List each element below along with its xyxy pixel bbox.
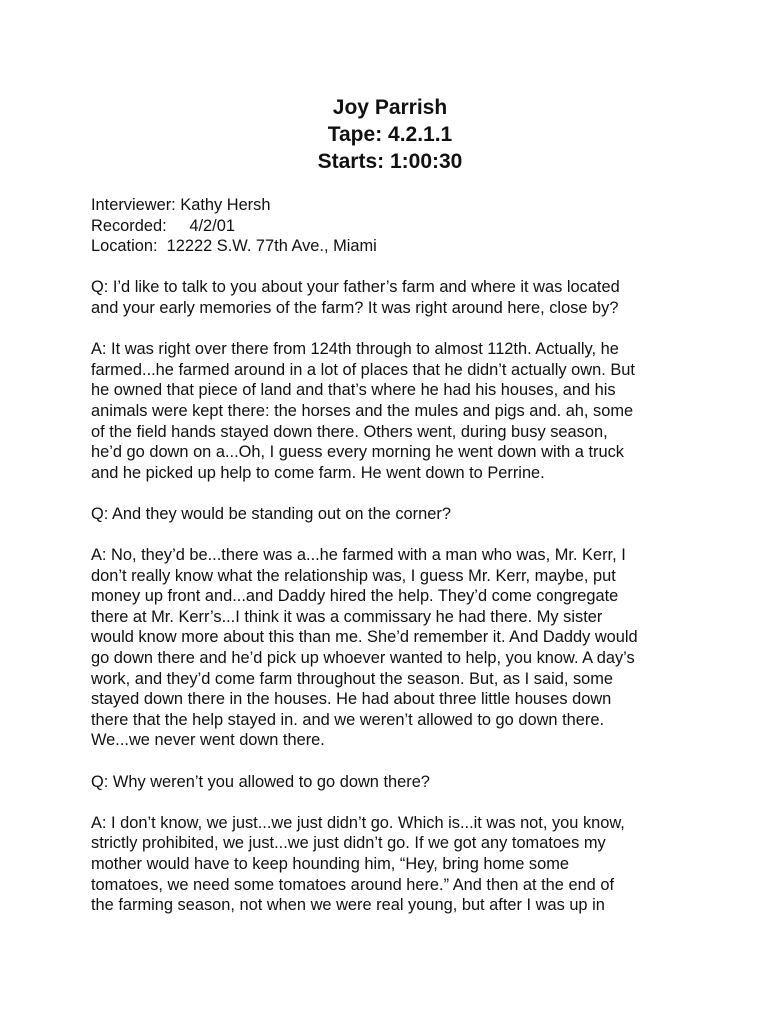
- transcript-body: [91, 277, 691, 915]
- text-line: mother would have to keep hounding him, “Hey, bring home some: [91, 855, 570, 873]
- text-line: there that the help stayed in. and we weren’t allowed to go down there.: [91, 710, 604, 729]
- question-paragraph: [91, 772, 691, 793]
- text-line: and he picked up help to come farm. He went down to Perrine.: [91, 463, 545, 482]
- text-line: Q: And they would be standing out on the corner?: [91, 504, 451, 523]
- tape-number: Tape: 4.2.1.1: [327, 123, 453, 146]
- text-line: and your early memories of the farm? It was right around here, close by?: [91, 298, 619, 317]
- interviewee-name: Joy Parrish: [332, 96, 448, 119]
- text-line: farmed...he farmed around in a lot of places that he didn’t actually own. But: [91, 360, 635, 379]
- text-line: A: It was right over there from 124th through to almost 112th. Actually, he: [91, 340, 619, 359]
- text-line: Q: Why weren’t you allowed to go down there?: [91, 772, 430, 791]
- answer-paragraph: [91, 339, 691, 483]
- recorded-line: Recorded: 4/2/01: [91, 216, 235, 235]
- interview-metadata: [91, 195, 691, 257]
- start-time: Starts: 1:00:30: [317, 150, 463, 173]
- document-page: [91, 94, 691, 936]
- text-line: don’t really know what the relationship was, I guess Mr. Kerr, maybe, put: [91, 566, 616, 585]
- text-line: money up front and...and Daddy hired the help. They’d come congregate: [91, 587, 619, 606]
- text-line: work, and they’d come farm throughout the season. But, as I said, some: [91, 669, 614, 688]
- text-line: We...we never went down there.: [91, 731, 325, 750]
- text-line: stayed down there in the houses. He had about three little houses down: [91, 690, 612, 709]
- answer-paragraph: [91, 813, 691, 916]
- text-line: animals were kept there: the horses and the mules and pigs and. ah, some: [91, 401, 634, 420]
- text-line: he owned that piece of land and that’s where he had his houses, and his: [91, 381, 616, 400]
- text-line: Q: I’d like to talk to you about your father’s farm and where it was located: [91, 278, 620, 297]
- location-line: Location: 12222 S.W. 77th Ave., Miami: [91, 237, 377, 256]
- text-line: A: I don’t know, we just...we just didn’t go. Which is...it was not, you know,: [91, 813, 625, 832]
- question-paragraph: [91, 504, 691, 525]
- question-paragraph: [91, 277, 691, 318]
- text-line: tomatoes, we need some tomatoes around here.” And then at the end of: [91, 875, 615, 894]
- interviewer-line: Interviewer: Kathy Hersh: [91, 196, 271, 214]
- text-line: strictly prohibited, we just...we just didn’t go. If we got any tomatoes my: [91, 834, 606, 853]
- text-line: the farming season, not when we were real young, but after I was up in: [91, 896, 605, 915]
- text-line: of the field hands stayed down there. Others went, during busy season,: [91, 422, 608, 441]
- text-line: A: No, they’d be...there was a...he farmed with a man who was, Mr. Kerr, I: [91, 546, 626, 565]
- answer-paragraph: [91, 545, 691, 751]
- text-line: there at Mr. Kerr’s...I think it was a commissary he had there. My sister: [91, 607, 603, 626]
- text-line: go down there and he’d pick up whoever wanted to help, you know. A day’s: [91, 649, 635, 668]
- text-line: he’d go down on a...Oh, I guess every morning he went down with a truck: [91, 443, 624, 462]
- text-line: would know more about this than me. She’d remember it. And Daddy would: [91, 628, 638, 647]
- title-block: [89, 94, 691, 175]
